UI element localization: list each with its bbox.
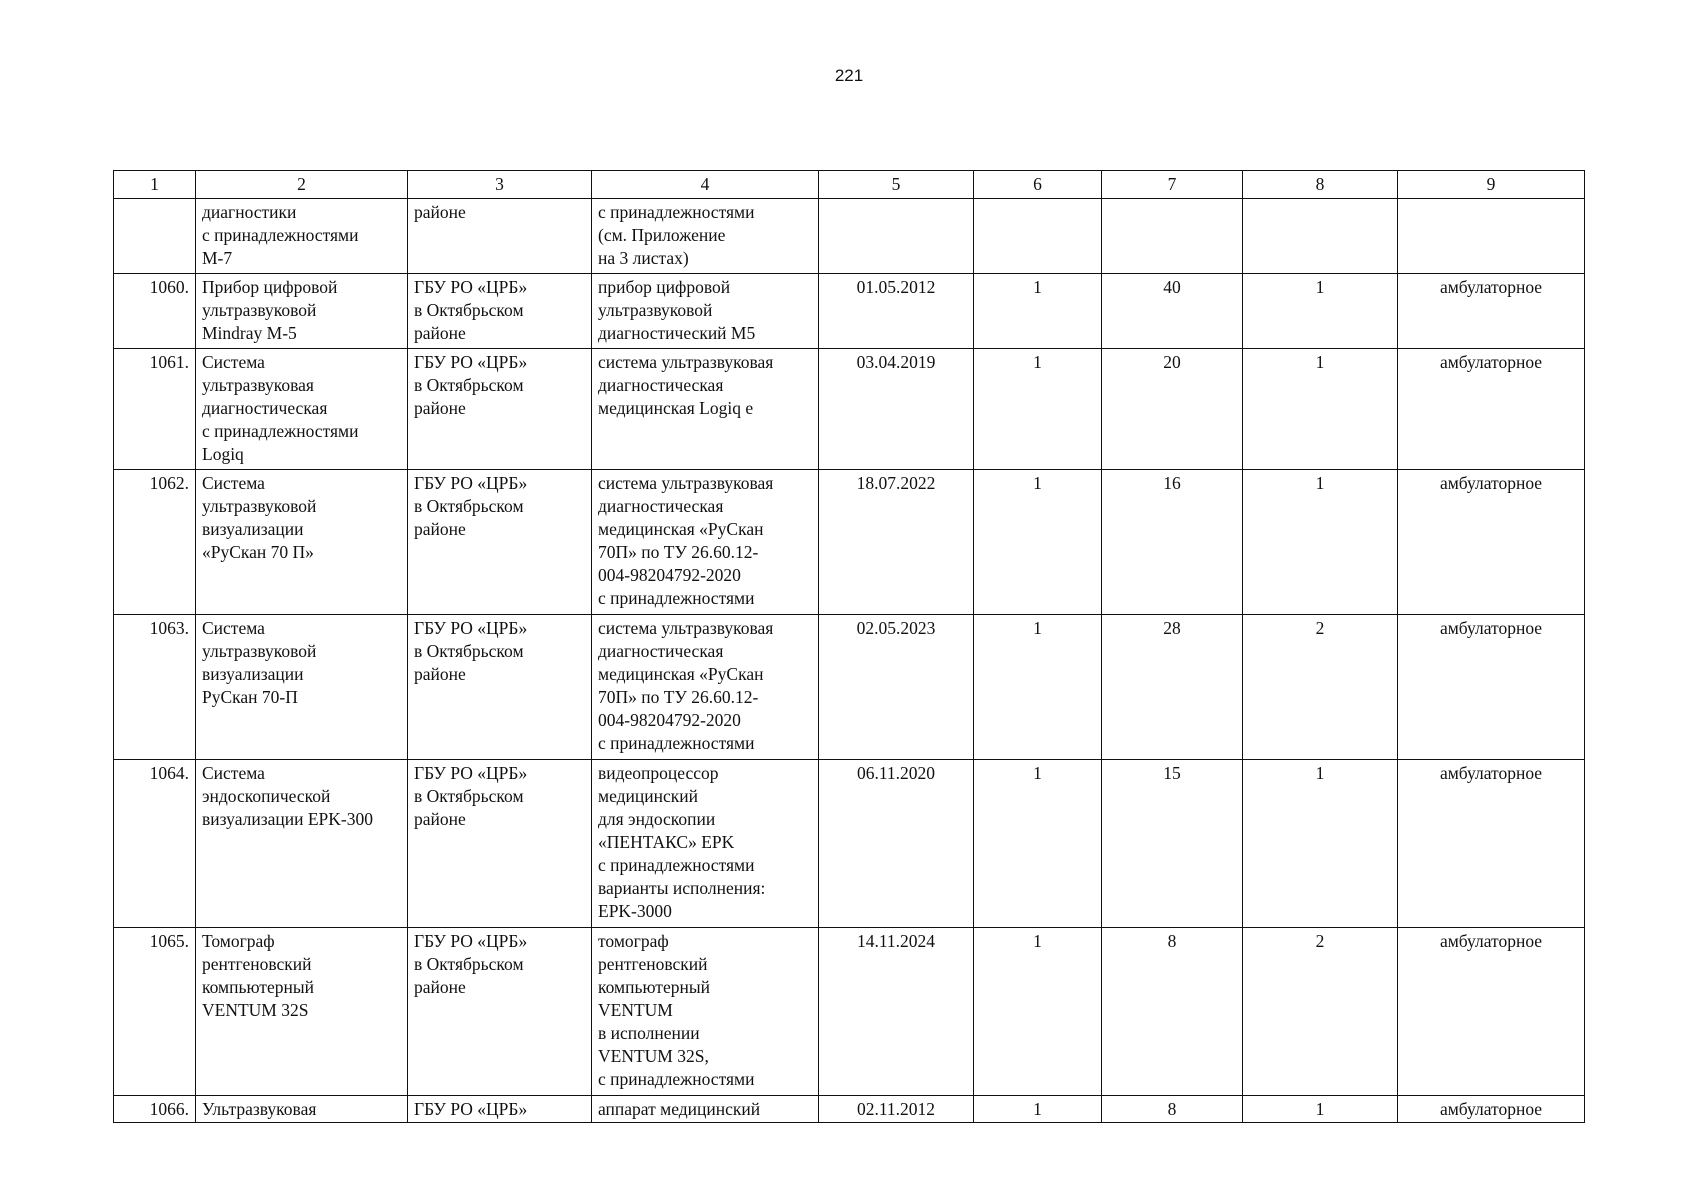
organization-cell-line: ГБУ РО «ЦРБ»: [414, 1099, 528, 1119]
usage-type-cell: амбулаторное: [1398, 274, 1585, 349]
column-header: 2: [196, 171, 408, 199]
organization-cell-line: ГБУ РО «ЦРБ»: [414, 763, 528, 783]
row-number-cell: 1062.: [114, 470, 196, 615]
description-cell-line: прибор цифровой: [598, 277, 731, 297]
equipment-name-cell-line: визуализации: [202, 664, 304, 684]
equipment-name-cell-line: «РуСкан 70 П»: [202, 542, 314, 562]
equipment-name-cell-line: диагностики: [202, 202, 297, 222]
organization-cell-line: районе: [414, 809, 466, 829]
column-8-cell: [1243, 199, 1398, 274]
equipment-name-cell-line: Система: [202, 352, 265, 372]
organization-cell-line: ГБУ РО «ЦРБ»: [414, 277, 528, 297]
description-cell: [592, 470, 819, 615]
organization-cell-line: ГБУ РО «ЦРБ»: [414, 352, 528, 372]
table-row: [114, 199, 1585, 274]
organization-cell-line: районе: [414, 519, 466, 539]
date-cell: 14.11.2024: [819, 928, 974, 1096]
equipment-name-cell-line: Система: [202, 473, 265, 493]
column-8-cell: 2: [1243, 615, 1398, 760]
organization-cell-line: в Октябрьском: [414, 786, 524, 806]
description-cell-line: диагностический M5: [598, 323, 756, 343]
equipment-name-cell-line: РуСкан 70-П: [202, 687, 298, 707]
description-cell-line: медицинская Logiq e: [598, 398, 754, 418]
column-6-cell: 1: [974, 928, 1102, 1096]
equipment-name-cell-line: ультразвуковой: [202, 300, 317, 320]
organization-cell-line: районе: [414, 323, 466, 343]
equipment-name-cell: [196, 470, 408, 615]
description-cell-line: с принадлежностями: [598, 202, 755, 222]
equipment-name-cell-line: Томограф: [202, 931, 275, 951]
organization-cell: [408, 199, 592, 274]
organization-cell: [408, 274, 592, 349]
column-6-cell: 1: [974, 760, 1102, 928]
description-cell-line: EPK-3000: [598, 901, 672, 921]
equipment-name-cell-line: визуализации EPK-300: [202, 809, 374, 829]
description-cell-line: ультразвуковой: [598, 300, 713, 320]
description-cell-line: медицинская «РуСкан: [598, 519, 764, 539]
column-6-cell: [974, 199, 1102, 274]
equipment-name-cell: [196, 349, 408, 470]
column-6-cell: 1: [974, 274, 1102, 349]
description-cell-line: томограф: [598, 931, 669, 951]
date-cell: 02.05.2023: [819, 615, 974, 760]
column-header: 8: [1243, 171, 1398, 199]
equipment-name-cell-line: эндоскопической: [202, 786, 331, 806]
equipment-name-cell-line: Logiq: [202, 444, 244, 464]
column-7-cell: 16: [1102, 470, 1243, 615]
description-cell-line: «ПЕНТАКС» EPK: [598, 832, 735, 852]
usage-type-cell: амбулаторное: [1398, 615, 1585, 760]
row-number-cell: [114, 199, 196, 274]
page-number: 221: [834, 66, 864, 85]
organization-cell: [408, 760, 592, 928]
description-cell-line: варианты исполнения:: [598, 878, 766, 898]
organization-cell-line: районе: [414, 977, 466, 997]
date-cell: 03.04.2019: [819, 349, 974, 470]
organization-cell: [408, 470, 592, 615]
description-cell-line: система ультразвуковая: [598, 618, 774, 638]
date-cell: 18.07.2022: [819, 470, 974, 615]
usage-type-cell: амбулаторное: [1398, 760, 1585, 928]
row-number-cell: 1063.: [114, 615, 196, 760]
description-cell-line: медицинская «РуСкан: [598, 664, 764, 684]
organization-cell-line: ГБУ РО «ЦРБ»: [414, 473, 528, 493]
organization-cell-line: ГБУ РО «ЦРБ»: [414, 618, 528, 638]
table-row: [114, 1096, 1585, 1123]
description-cell-line: диагностическая: [598, 641, 724, 661]
description-cell-line: аппарат медицинский: [598, 1099, 761, 1119]
description-cell-line: VENTUM 32S,: [598, 1046, 709, 1066]
column-8-cell: 1: [1243, 274, 1398, 349]
organization-cell: [408, 1096, 592, 1123]
row-number-cell: 1065.: [114, 928, 196, 1096]
column-7-cell: [1102, 199, 1243, 274]
equipment-name-cell: [196, 928, 408, 1096]
date-cell: 01.05.2012: [819, 274, 974, 349]
description-cell-line: с принадлежностями: [598, 855, 755, 875]
description-cell-line: 004-98204792-2020: [598, 565, 741, 585]
description-cell-line: 70П» по ТУ 26.60.12-: [598, 542, 759, 562]
column-6-cell: 1: [974, 470, 1102, 615]
equipment-name-cell-line: визуализации: [202, 519, 304, 539]
equipment-name-cell: [196, 760, 408, 928]
organization-cell: [408, 349, 592, 470]
description-cell: [592, 199, 819, 274]
description-cell-line: 70П» по ТУ 26.60.12-: [598, 687, 759, 707]
description-cell-line: с принадлежностями: [598, 588, 755, 608]
organization-cell-line: в Октябрьском: [414, 954, 524, 974]
organization-cell-line: районе: [414, 202, 466, 222]
column-6-cell: 1: [974, 349, 1102, 470]
description-cell-line: (см. Приложение: [598, 225, 726, 245]
header-row: [114, 171, 1585, 199]
equipment-name-cell: [196, 1096, 408, 1123]
equipment-name-cell-line: диагностическая: [202, 398, 328, 418]
description-cell: [592, 349, 819, 470]
table-row: [114, 615, 1585, 760]
description-cell-line: система ультразвуковая: [598, 473, 774, 493]
column-8-cell: 1: [1243, 349, 1398, 470]
usage-type-cell: амбулаторное: [1398, 928, 1585, 1096]
organization-cell-line: в Октябрьском: [414, 641, 524, 661]
table-row: [114, 470, 1585, 615]
description-cell-line: на 3 листах): [598, 248, 689, 268]
equipment-name-cell-line: с принадлежностями: [202, 421, 359, 441]
column-7-cell: 8: [1102, 1096, 1243, 1123]
column-header: 3: [408, 171, 592, 199]
equipment-name-cell-line: ультразвуковой: [202, 496, 317, 516]
usage-type-cell: [1398, 199, 1585, 274]
organization-cell-line: в Октябрьском: [414, 300, 524, 320]
description-cell-line: 004-98204792-2020: [598, 710, 741, 730]
organization-cell-line: районе: [414, 664, 466, 684]
equipment-name-cell-line: VENTUM 32S: [202, 1000, 309, 1020]
column-7-cell: 15: [1102, 760, 1243, 928]
equipment-name-cell-line: Система: [202, 763, 265, 783]
table-row: [114, 349, 1585, 470]
description-cell-line: медицинский: [598, 786, 698, 806]
column-7-cell: 20: [1102, 349, 1243, 470]
description-cell-line: система ультразвуковая: [598, 352, 774, 372]
description-cell-line: с принадлежностями: [598, 733, 755, 753]
column-8-cell: 2: [1243, 928, 1398, 1096]
description-cell: [592, 615, 819, 760]
usage-type-cell: амбулаторное: [1398, 349, 1585, 470]
date-cell: [819, 199, 974, 274]
description-cell-line: компьютерный: [598, 977, 710, 997]
column-8-cell: 1: [1243, 760, 1398, 928]
column-8-cell: 1: [1243, 470, 1398, 615]
equipment-name-cell-line: М-7: [202, 248, 233, 268]
organization-cell-line: в Октябрьском: [414, 375, 524, 395]
description-cell: [592, 928, 819, 1096]
description-cell-line: VENTUM: [598, 1000, 673, 1020]
organization-cell-line: районе: [414, 398, 466, 418]
column-header: 1: [114, 171, 196, 199]
usage-type-cell: амбулаторное: [1398, 1096, 1585, 1123]
organization-cell: [408, 615, 592, 760]
equipment-name-cell-line: компьютерный: [202, 977, 314, 997]
equipment-name-cell-line: ультразвуковая: [202, 375, 314, 395]
equipment-name-cell-line: Прибор цифровой: [202, 277, 338, 297]
column-8-cell: 1: [1243, 1096, 1398, 1123]
description-cell-line: рентгеновский: [598, 954, 708, 974]
column-header: 6: [974, 171, 1102, 199]
column-7-cell: 40: [1102, 274, 1243, 349]
description-cell-line: в исполнении: [598, 1023, 700, 1043]
equipment-name-cell-line: Система: [202, 618, 265, 638]
equipment-name-cell-line: Mindray M-5: [202, 323, 297, 343]
column-7-cell: 8: [1102, 928, 1243, 1096]
date-cell: 06.11.2020: [819, 760, 974, 928]
column-header: 9: [1398, 171, 1585, 199]
description-cell-line: видеопроцессор: [598, 763, 719, 783]
equipment-name-cell: [196, 615, 408, 760]
usage-type-cell: амбулаторное: [1398, 470, 1585, 615]
table-row: [114, 274, 1585, 349]
equipment-name-cell-line: рентгеновский: [202, 954, 312, 974]
equipment-table: [113, 170, 1585, 1123]
description-cell-line: для эндоскопии: [598, 809, 716, 829]
description-cell-line: диагностическая: [598, 375, 724, 395]
date-cell: 02.11.2012: [819, 1096, 974, 1123]
table-body: [114, 199, 1585, 1123]
organization-cell-line: ГБУ РО «ЦРБ»: [414, 931, 528, 951]
row-number-cell: 1060.: [114, 274, 196, 349]
row-number-cell: 1066.: [114, 1096, 196, 1123]
organization-cell: [408, 928, 592, 1096]
equipment-name-cell-line: ультразвуковой: [202, 641, 317, 661]
description-cell: [592, 760, 819, 928]
description-cell-line: с принадлежностями: [598, 1069, 755, 1089]
column-6-cell: 1: [974, 615, 1102, 760]
description-cell: [592, 274, 819, 349]
table-row: [114, 928, 1585, 1096]
column-header: 7: [1102, 171, 1243, 199]
column-6-cell: 1: [974, 1096, 1102, 1123]
description-cell: [592, 1096, 819, 1123]
row-number-cell: 1064.: [114, 760, 196, 928]
column-7-cell: 28: [1102, 615, 1243, 760]
equipment-name-cell: [196, 274, 408, 349]
equipment-name-cell: [196, 199, 408, 274]
description-cell-line: диагностическая: [598, 496, 724, 516]
organization-cell-line: в Октябрьском: [414, 496, 524, 516]
row-number-cell: 1061.: [114, 349, 196, 470]
equipment-name-cell-line: с принадлежностями: [202, 225, 359, 245]
table-row: [114, 760, 1585, 928]
equipment-name-cell-line: Ультразвуковая: [202, 1099, 317, 1119]
column-header: 4: [592, 171, 819, 199]
column-header: 5: [819, 171, 974, 199]
